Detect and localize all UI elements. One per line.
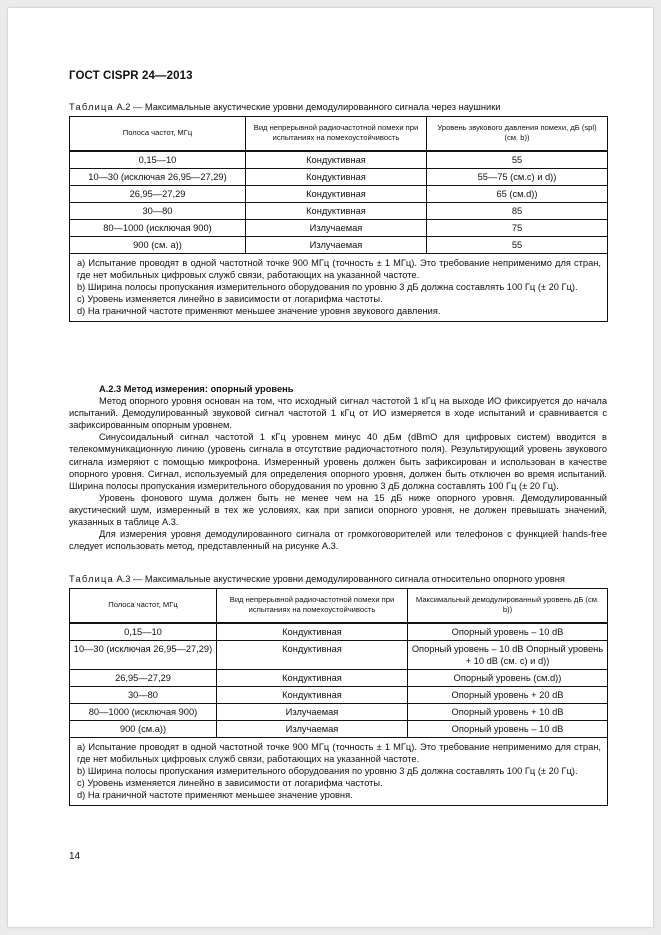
table-cell: 10—30 (исключая 26,95—27,29) [70,640,217,669]
table-cell: Излучаемая [217,703,408,720]
table-a2-note-a: a) Испытание проводят в одной частотной точке 900 МГц (точность ± 1 МГц). Это требование неприменимо для стран, где нет мобильных цифровых служб связи, работающих на указанной частоте. [77,257,601,280]
table-a2-caption [69,102,500,112]
section-a23-paragraph: Синусоидальный сигнал частотой 1 кГц уровнем минус 40 дБм (dBmO для цифровых систем) вводится в телекоммуникационную линию (уровень сигнала в отсутствие радиочастотного поля). Результирующий уровень звукового сигнала измеряют с помощью микрофона. Измеренный уровень должен быть зафиксирован и использован в качестве опорного уровня. Сигнал, используемый для определения опорного уровня, должен быть отключен во время испытаний. Ширина полосы пропускания измерительного оборудования по уровню 3 дБ должна составлять 100 Гц (± 20 Гц). [69,432,607,491]
table-row [70,686,608,703]
table-cell: Кондуктивная [246,151,427,169]
table-cell: Кондуктивная [217,640,408,669]
table-row [70,623,608,641]
table-cell: Излучаемая [217,720,408,737]
table-cell: 0,15—10 [70,151,246,169]
table-cell: 80—1000 (исключая 900) [70,703,217,720]
table-a3 [69,588,608,806]
document-header: ГОСТ CISPR 24—2013 [69,70,193,82]
table-a2-header-interference: Вид непрерывной радиочастотной помехи при испытаниях на помехоустойчивость [246,117,427,151]
table-a3-caption-text: А.3 — Максимальные акустические уровни демодулированного сигнала относительно опорного уровня [116,574,565,584]
section-a23-paragraph: Уровень фонового шума должен быть не менее чем на 15 дБ ниже опорного уровня. Демодулированный акустический шум, измеренный в тех же условиях, как при записи опорного уровня, не должен превышать значений, указанных в таблице А.3. [69,492,607,528]
table-row [70,236,608,253]
table-a2-caption-text: А.2 — Максимальные акустические уровни демодулированного сигнала через наушники [116,102,501,112]
table-cell: Кондуктивная [246,202,427,219]
table-cell: 75 [427,219,608,236]
section-a23-paragraph: Для измерения уровня демодулированного сигнала от громкоговорителей или телефонов с функцией hands-free следует использовать метод, представленный на рисунке А.3. [69,529,607,552]
table-a3-note-b: b) Ширина полосы пропускания измерительного оборудования по уровню 3 дБ должна составлять 100 Гц (± 20 Гц). [77,765,578,776]
table-a2-note-b: b) Ширина полосы пропускания измерительного оборудования по уровню 3 дБ должна составлять 100 Гц (± 20 Гц). [77,281,578,292]
table-a2-header-level-text: Уровень звукового давления помехи, дБ (spl) (см. b)) [437,123,597,143]
table-cell: Кондуктивная [217,623,408,641]
table-cell: Излучаемая [246,236,427,253]
table-a3-note-a: a) Испытание проводят в одной частотной точке 900 МГц (точность ± 1 МГц). Это требование неприменимо для стран, где нет мобильных цифровых служб связи, работающих на указанной частоте. [77,741,601,764]
table-cell: Опорный уровень – 10 dB [408,720,608,737]
table-a2-note-c: c) Уровень изменяется линейно в зависимости от логарифма частоты. [77,293,383,304]
table-cell: 30—80 [70,686,217,703]
table-a2-header-frequency: Полоса частот, МГц [70,117,246,151]
table-row [70,185,608,202]
table-a3-note-c: c) Уровень изменяется линейно в зависимости от логарифма частоты. [77,777,383,788]
table-row [70,202,608,219]
table-cell: Опорный уровень – 10 dB Опорный уровень + 10 dB (см. c) и d)) [408,640,608,669]
table-a3-header-frequency: Полоса частот, МГц [70,589,217,623]
table-cell: 30—80 [70,202,246,219]
table-a3-caption [69,574,565,584]
document-page [8,8,653,927]
table-row [70,151,608,169]
table-cell: Опорный уровень – 10 dB [408,623,608,641]
table-cell: 26,95—27,29 [70,185,246,202]
table-cell: 10—30 (исключая 26,95—27,29) [70,168,246,185]
table-cell: Кондуктивная [246,168,427,185]
table-row [70,703,608,720]
table-a2-note-d: d) На граничной частоте применяют меньшее значение уровня звукового давления. [77,305,441,316]
table-cell: 900 (см.a)) [70,720,217,737]
table-cell: Опорный уровень + 10 dB [408,703,608,720]
table-a3-note-d: d) На граничной частоте применяют меньшее значение уровня. [77,789,353,800]
table-cell: Кондуктивная [217,669,408,686]
table-row [70,720,608,737]
table-cell: 55 [427,236,608,253]
table-cell: Опорный уровень + 20 dB [408,686,608,703]
table-row [70,640,608,669]
table-cell: 0,15—10 [70,623,217,641]
table-a2 [69,116,608,322]
section-a23-paragraph: Метод опорного уровня основан на том, что исходный сигнал частотой 1 кГц на выходе ИО фиксируется до начала испытаний. Демодулированный звуковой сигнал частотой 1 кГц от ИО измеряется в ходе испытаний и сравнивается с зафиксированным опорным уровнем. [69,396,607,431]
table-a3-header-level: Максимальный демодулированный уровень дБ (см. b)) [408,589,608,623]
table-cell: Излучаемая [246,219,427,236]
table-row [70,219,608,236]
table-a3-notes [70,737,608,805]
table-cell: 26,95—27,29 [70,669,217,686]
table-a3-caption-label: Таблица [69,574,114,584]
table-row [70,168,608,185]
table-cell: 55—75 (см.c) и d)) [427,168,608,185]
table-cell: 900 (см. a)) [70,236,246,253]
table-cell: 55 [427,151,608,169]
table-cell: 80—1000 (исключая 900) [70,219,246,236]
table-cell: 65 (см.d)) [427,185,608,202]
page-number: 14 [69,851,81,862]
table-cell: Опорный уровень (см.d)) [408,669,608,686]
table-a2-caption-label: Таблица [69,102,114,112]
section-a23 [69,383,607,552]
table-a2-header-level [427,117,608,151]
table-a3-header-interference: Вид непрерывной радиочастотной помехи при испытаниях на помехоустойчивость [217,589,408,623]
table-cell: Кондуктивная [217,686,408,703]
section-a23-heading: А.2.3 Метод измерения: опорный уровень [99,384,294,394]
table-cell: Кондуктивная [246,185,427,202]
table-cell: 85 [427,202,608,219]
table-row [70,669,608,686]
table-a2-notes [70,253,608,321]
